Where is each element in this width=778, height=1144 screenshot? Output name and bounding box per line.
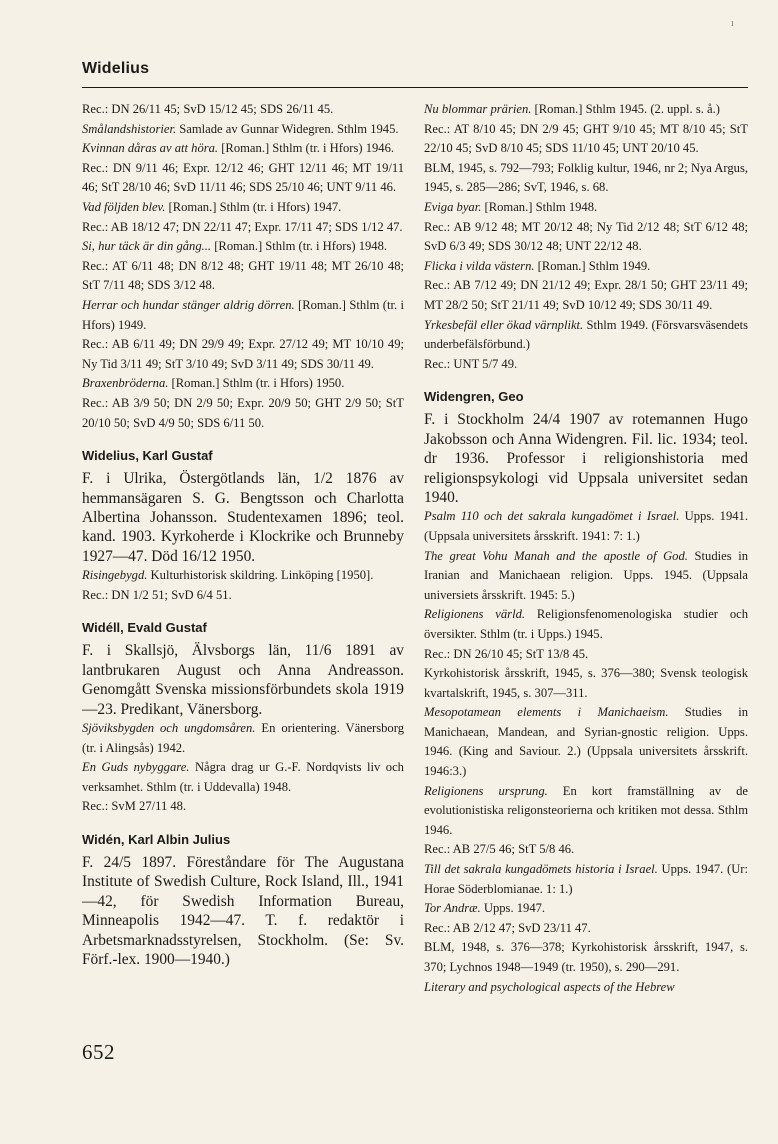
work-entry	[424, 899, 748, 919]
work-entry	[424, 860, 748, 899]
biography-paragraph: F. i Ulrika, Östergötlands län, 1/2 1876 av hemmansägaren S. G. Bengtsson och Charlotta Albertina Johansson. Studentexamen 1896; teol. kand. 1903. Kyrkoherde i Klockrike och Brunneby 1927—47. Död 16/12 1950.	[82, 470, 404, 565]
work-entry	[82, 237, 404, 257]
work-entry	[424, 782, 748, 841]
biography-paragraph: F. 24/5 1897. Föreståndare för The Augustana Institute of Swedish Culture, Rock Island, Ill., 1941—42, för Swedish Information Bureau, Minneapolis 1942—47. T. f. redaktör i Arbetsmarknadsstyrelsen, Stockholm. (Se: Sv. Förf.-lex. 1900—1940.)	[82, 853, 404, 968]
biography-paragraph: F. i Skallsjö, Älvsborgs län, 11/6 1891 av lantbrukaren August och Anna Andreasson. Genomgått Svenska missionsförbundets skola 1919—23. Predikant, Vänersborg.	[82, 642, 404, 718]
review-references: Rec.: AT 6/11 48; DN 8/12 48; GHT 19/11 48; MT 26/10 48; StT 7/11 48; SDS 3/12 48.	[82, 258, 404, 293]
work-entry	[82, 719, 404, 758]
work-details: [Roman.] Sthlm (tr. i Hfors) 1946.	[218, 141, 395, 156]
work-entry	[424, 605, 748, 644]
work-entry	[424, 507, 748, 546]
work-title: Tor Andræ.	[424, 901, 481, 916]
work-details: Sthlm 1949. (Försvarsväsendets underbefälsförbund.)	[424, 317, 748, 352]
work-entry	[82, 296, 404, 335]
page-number: 652	[82, 1040, 115, 1064]
review-references: Rec.: UNT 5/7 49.	[424, 356, 518, 371]
work-details: Upps. 1947. (Ur: Horae Söderblomianae. 1: 1.)	[424, 862, 748, 896]
review-references: Rec.: DN 26/11 45; SvD 15/12 45; SDS 26/11 45.	[82, 102, 334, 116]
work-details: Studies in Iranian and Manichaean religion. Upps. 1945. (Uppsala universiets årsskrift. 1945: 5.)	[424, 548, 748, 602]
work-title: Flicka i vilda västern.	[424, 258, 535, 273]
work-title: Risingebygd.	[82, 568, 148, 583]
author-heading: Widén, Karl Albin Julius	[82, 831, 231, 847]
running-head: Widelius	[82, 60, 150, 77]
review-references: BLM, 1945, s. 792—793; Folklig kultur, 1946, nr 2; Nya Argus, 1945, s. 285—286; SvT, 1946, s. 68.	[424, 160, 748, 195]
work-title: The great Vohu Manah and the apostle of God.	[424, 548, 688, 563]
work-title: Braxenbröderna.	[82, 376, 169, 391]
author-heading: Widengren, Geo	[424, 389, 524, 405]
work-entry	[424, 100, 748, 120]
work-title: Nu blommar prärien.	[424, 102, 532, 116]
work-entry	[424, 703, 748, 781]
work-title: Till det sakrala kungadömets historia i Israel.	[424, 862, 658, 877]
work-details: Samlade av Gunnar Widegren. Sthlm 1945.	[176, 121, 399, 136]
work-title: Literary and psychological aspects of the Hebrew	[424, 979, 675, 994]
work-title: Si, hur täck är din gång...	[82, 239, 212, 254]
review-references: Rec.: AB 9/12 48; MT 20/12 48; Ny Tid 2/12 48; StT 6/12 48; SvD 6/3 49; SDS 30/12 48; UNT 22/12 48.	[424, 219, 748, 254]
review-references: Rec.: DN 1/2 51; SvD 6/4 51.	[82, 587, 232, 602]
work-details: Några drag ur G.-F. Nordqvists liv och verksamhet. Sthlm (tr. i Uddevalla) 1948.	[82, 760, 404, 794]
work-title: Kvinnan dåras av att höra.	[82, 141, 219, 156]
work-details: Kulturhistorisk skildring. Linköping [1950].	[147, 568, 374, 583]
author-heading: Widéll, Evald Gustaf	[82, 620, 207, 636]
review-references: Rec.: AB 2/12 47; SvD 23/11 47.	[424, 920, 591, 935]
work-details: [Roman.] Sthlm (tr. i Hfors) 1949.	[82, 297, 404, 332]
work-details: [Roman.] Sthlm (tr. i Hfors) 1948.	[211, 239, 388, 254]
review-references: BLM, 1948, s. 376—378; Kyrkohistorisk årsskrift, 1947, s. 370; Lychnos 1948—1949 (tr. 1950), s. 290—291.	[424, 940, 748, 974]
work-title: Vad följden blev.	[82, 199, 166, 214]
work-title: Religionens värld.	[424, 607, 526, 622]
work-entry	[424, 547, 748, 606]
work-details: [Roman.] Sthlm 1949.	[534, 258, 651, 273]
work-title: Yrkesbefäl eller ökad värnplikt.	[424, 317, 584, 332]
work-entry	[424, 198, 748, 218]
work-details: Upps. 1941. (Uppsala universitets årsskrift. 1941: 7: 1.)	[424, 509, 748, 543]
review-references: Kyrkohistorisk årsskrift, 1945, s. 376—380; Svensk teologisk kvartalskrift, 1945, s. 307—311.	[424, 666, 748, 700]
work-title: Herrar och hundar stänger aldrig dörren.	[82, 297, 295, 312]
work-details: [Roman.] Sthlm 1945. (2. uppl. s. å.)	[531, 102, 720, 116]
work-entry	[82, 198, 404, 218]
review-references: Rec.: DN 9/11 46; Expr. 12/12 46; GHT 12/11 46; MT 19/11 46; StT 28/10 46; SvD 11/11 46; SDS 25/10 46; UNT 9/11 46.	[82, 160, 404, 195]
work-details: En kort framställning av de evolutionistiska religonsteorierna och kritiken mot dessa. Sthlm 1946.	[424, 783, 748, 837]
review-references: Rec.: AT 8/10 45; DN 2/9 45; GHT 9/10 45; MT 8/10 45; StT 22/10 45; SvD 8/10 45; SDS 11/10 45; UNT 20/10 45.	[424, 121, 748, 156]
review-references: Rec.: AB 3/9 50; DN 2/9 50; Expr. 20/9 50; GHT 2/9 50; StT 20/10 50; SvD 4/9 50; SDS 6/11 50.	[82, 395, 404, 430]
review-references: Rec.: AB 27/5 46; StT 5/8 46.	[424, 842, 575, 857]
work-details: [Roman.] Sthlm (tr. i Hfors) 1950.	[168, 376, 345, 391]
work-entry	[424, 257, 748, 277]
review-references: Rec.: AB 6/11 49; DN 29/9 49; Expr. 27/12 49; MT 10/10 49; Ny Tid 3/11 49; StT 3/10 49; SvD 3/11 49; SDS 30/11 49.	[82, 337, 404, 371]
review-references: Rec.: AB 18/12 47; DN 22/11 47; Expr. 17/11 47; SDS 1/12 47.	[82, 219, 403, 234]
review-references: Rec.: AB 7/12 49; DN 21/12 49; Expr. 28/1 50; GHT 23/11 49; MT 28/2 50; StT 21/11 49; SvD 10/12 49; SDS 30/11 49.	[424, 278, 748, 312]
work-details: Upps. 1947.	[480, 901, 546, 916]
work-entry	[82, 374, 404, 394]
work-entry	[82, 139, 404, 159]
work-title: En Guds nybyggare.	[82, 760, 190, 775]
left-column	[82, 100, 404, 969]
work-details: Religionsfenomenologiska studier och översikter. Sthlm (tr. i Upps.) 1945.	[424, 607, 749, 641]
work-details: [Roman.] Sthlm 1948.	[481, 199, 598, 214]
header-rule	[82, 87, 748, 88]
work-entry	[82, 758, 404, 797]
work-entry	[424, 978, 748, 998]
work-title: Psalm 110 och det sakrala kungadömet i Israel.	[424, 509, 680, 524]
work-title: Eviga byar.	[424, 199, 482, 214]
biography-paragraph: F. i Stockholm 24/4 1907 av rotemannen Hugo Jakobsson och Anna Widengren. Fil. lic. 1934; teol. dr 1936. Professor i religionshistoria med religionspsykologi vid Uppsala universitet sedan 1940.	[424, 411, 748, 506]
work-title: Sjöviksbygden och ungdomsåren.	[82, 720, 256, 735]
review-references: Rec.: SvM 27/11 48.	[82, 799, 187, 814]
review-references: Rec.: DN 26/10 45; StT 13/8 45.	[424, 646, 589, 661]
work-entry	[82, 566, 404, 586]
work-title: Mesopotamean elements i Manichaeism.	[424, 705, 669, 720]
work-entry	[424, 316, 748, 355]
work-entry	[82, 120, 404, 140]
author-heading: Widelius, Karl Gustaf	[82, 448, 213, 464]
work-title: Religionens ursprung.	[424, 783, 548, 798]
work-details: [Roman.] Sthlm (tr. i Hfors) 1947.	[165, 199, 342, 214]
work-details: Studies in Manichaean, Mandean, and Syrian-gnostic religion. Upps. 1946. (King and Saviour. 2.) (Uppsala universitets årsskrift. 1946:3.)	[424, 705, 748, 779]
right-column	[424, 100, 748, 997]
work-details: En orientering. Vänersborg (tr. i Alingsås) 1942.	[82, 720, 404, 755]
work-title: Smålandshistorier.	[82, 121, 177, 136]
corner-mark: ı	[731, 18, 734, 29]
